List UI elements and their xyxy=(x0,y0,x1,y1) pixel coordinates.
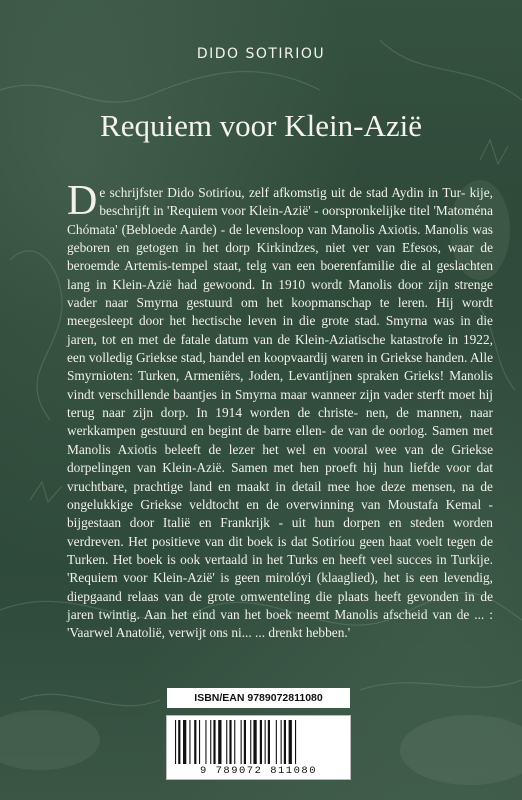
drop-cap: D xyxy=(67,178,98,224)
blurb-line: en vooral wee van de Griekse dorpelingen van Klein-Azië. Samen xyxy=(67,441,493,476)
blurb-line: Smyrnioten: Turken, Armeniërs, Joden, Levantijnen spraken Grieks! xyxy=(67,368,445,384)
blurb-line: nen, de mannen, naar werkkampen gestuurd en begint de barre ellen- xyxy=(67,405,493,439)
blurb-line: Griekse stad, handel en koopvaardij waren in Griekse handen. Alle xyxy=(135,350,493,366)
blurb-line: Axiotis. Manolis was geboren en getogen in het dorp Kirkindzes, niet xyxy=(67,221,493,256)
isbn-label: ISBN/EAN 9789072811080 xyxy=(167,688,350,708)
blurb-line: positieve van dit boek is dat Sotiríou geen haat voelt tegen de Turken. xyxy=(67,533,494,567)
blurb-line: maakt in detail mee hoe deze mensen, na de ongelukkige Griekse xyxy=(67,478,493,512)
blurb-line: gevonden in de jaren twintig. Aan het eind van het boek neemt Manolis xyxy=(67,588,493,622)
blurb-line: levendig, diepgaand relaas van de grote omwenteling die plaats heeft xyxy=(67,570,493,604)
blurb-line: veldtocht en de overwinning van Moustafa Kemal - bijgestaan door xyxy=(67,496,493,531)
blurb-line: met hen proeft hij hun liefde voor dat vruchtbare, prachtige land en xyxy=(67,460,493,494)
blurb-line: 'Requiem voor Klein-Azië' is geen mirolóyi (klaaglied), het is een xyxy=(67,570,439,586)
blurb-line: e schrijfster Dido Sotiríou, zelf afkomstig uit de stad Aydin in Tur- xyxy=(99,185,466,200)
blurb-line: boerenfamilie die al geslachten lang in Klein-Azië had gewoond. In xyxy=(67,258,493,292)
author-name: DIDO SOTIRIOU xyxy=(196,46,326,62)
blurb-line: Het boek is ook vertaald in het Turks en heeft veel succes in Turkije. xyxy=(112,551,493,567)
barcode-number: 9 789072 811080 xyxy=(199,765,317,777)
barcode-icon xyxy=(175,720,342,764)
blurb-line: Italië en Frankrijk - uit hun dorpen en steden worden verdreven. Het xyxy=(67,515,493,549)
blurb-line: 1910 wordt Manolis door zijn strenge vader naar Smyrna gestuurd om xyxy=(67,276,493,311)
blurb-line: ver van Efesos, waar de beroemde Artemis-tempel staat, telg van een xyxy=(67,240,493,274)
blurb-line: datum van de Klein-Aziatische katastrofe in 1922, een volledig xyxy=(67,331,493,366)
book-title: Requiem voor Klein-Azië xyxy=(100,108,422,143)
blurb-line: de van de oorlog. Samen met Manolis Axiotis beleeft de lezer het wel xyxy=(67,423,493,457)
barcode-sticker xyxy=(166,692,351,780)
blurb-line: leven in die grote stad. Smyrna was in die jaren, tot en met de fatale xyxy=(67,313,493,347)
blurb-line: vader sterft moet hij terug naar zijn dorp. In 1914 worden de christe- xyxy=(67,386,494,421)
blurb-line: het koopmanschap te leren. Hij wordt meegesleept door het hectische xyxy=(67,295,494,329)
blurb-line: Manolis vindt verschillende baantjes in Smyrna maar wanneer zijn xyxy=(67,368,493,402)
blurb-line: 'Matoména Chómata' (Bebloede Aarde) - de levensloop van Manolis xyxy=(67,203,493,237)
blurb-text xyxy=(67,178,494,643)
blurb-line: kije, beschrijft in 'Requiem voor Klein-Azië' - oorspronkelijke titel xyxy=(99,185,493,219)
blurb-line: afscheid van de ... : 'Vaarwel Anatolië, verwijt ons ni... ... drenkt hebben.' xyxy=(67,606,493,641)
